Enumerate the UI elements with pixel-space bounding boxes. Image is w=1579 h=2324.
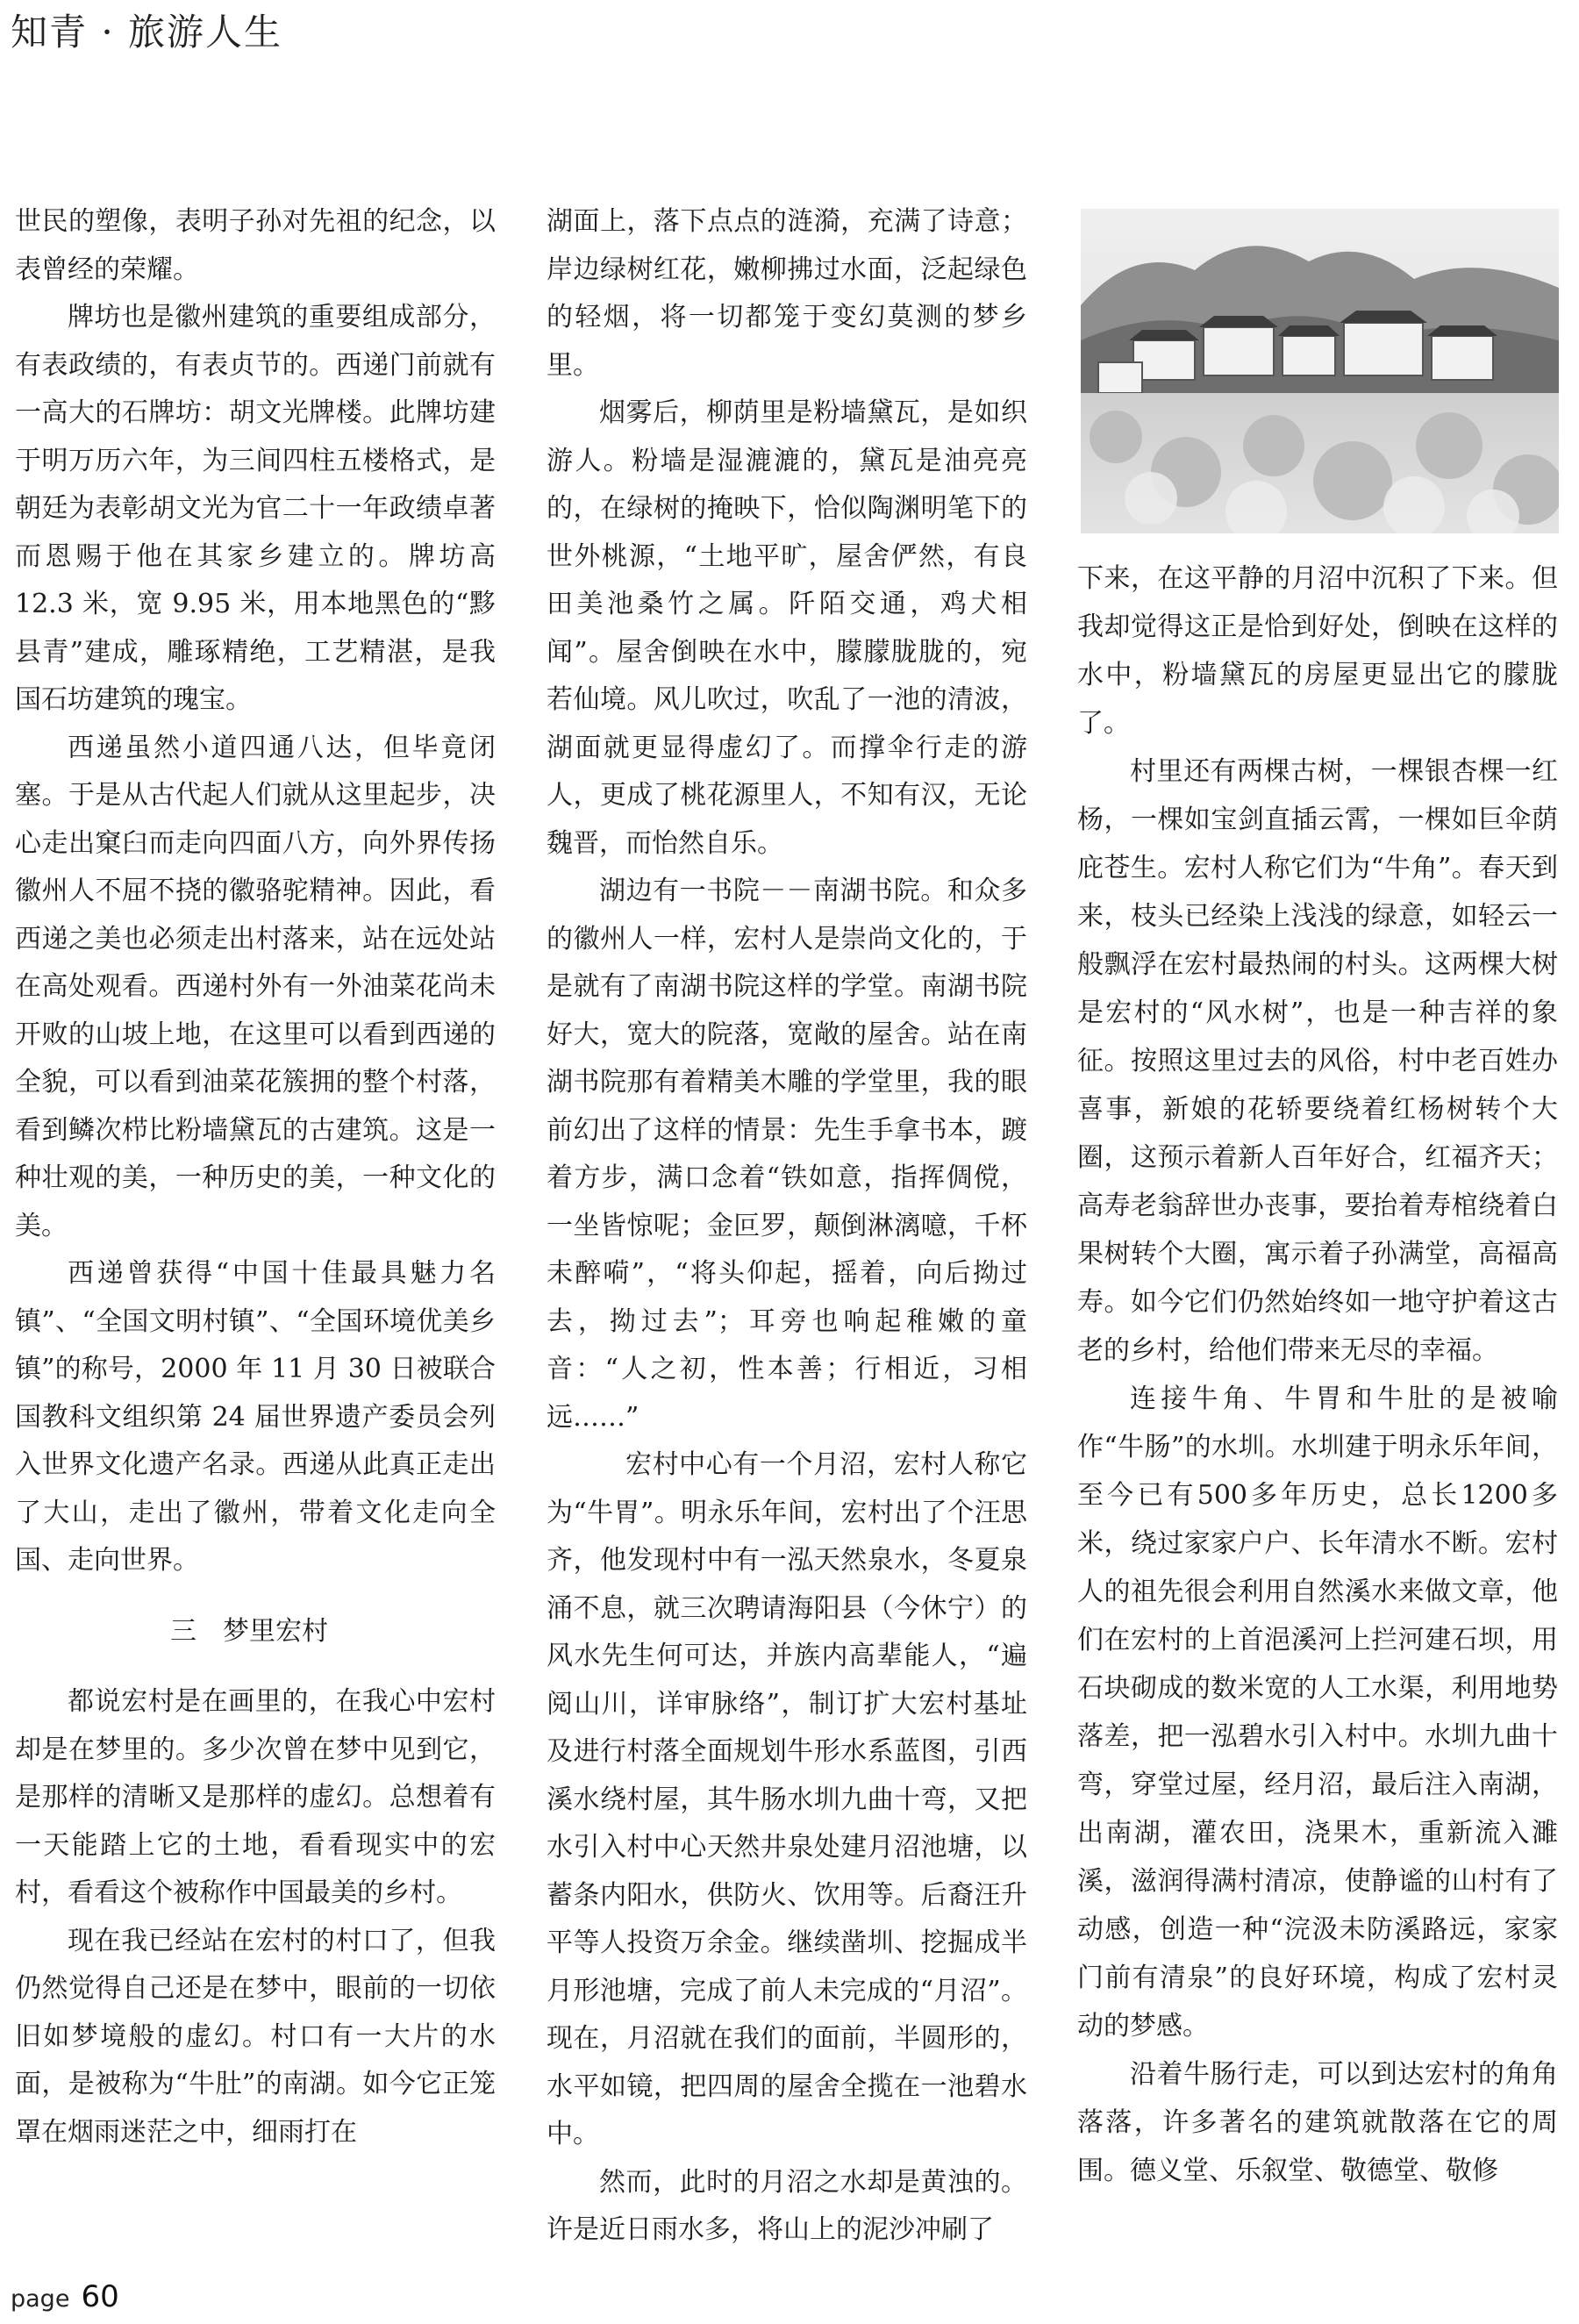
paragraph: 西递虽然小道四通八达，但毕竟闭塞。于是从古代起人们就从这里起步，决心走出窠臼而走向四面八方，向外界传扬徽州人不屈不挠的徽骆驼精神。因此，看西递之美也必须走出村落来，站在远处站在高处观看。西递村外有一外油菜花尚未开败的山坡上地，在这里可以看到西递的全貌，可以看到油菜花簇拥的整个村落，看到鳞次栉比粉墙黛瓦的古建筑。这是一种壮观的美，一种历史的美，一种文化的美。 [15, 732, 496, 1241]
paragraph: 宏村中心有一个月沼，宏村人称它为“牛胃”。明永乐年间，宏村出了个汪思齐，他发现村中有一泓天然泉水，冬夏泉涌不息，就三次聘请海阳县（今休宁）的风水先生何可达，并族内高辈能人，“遍阅山川，详审脉络”，制订扩大宏村基址及进行村落全面规划牛形水系蓝图，引西溪水绕村屋，其牛肠水圳九曲十弯，又把水引入村中心天然井泉处建月沼池塘，以蓄条内阳水，供防火、饮用等。后裔汪升平等人投资万余金。继续凿圳、挖掘成半月形池塘，完成了前人未完成的“月沼”。现在，月沼就在我们的面前，半圆形的，水平如镜，把四周的屋舍全揽在一池碧水中。 [547, 1449, 1027, 2149]
paragraph: 都说宏村是在画里的，在我心中宏村却是在梦里的。多少次曾在梦中见到它，是那样的清晰又是那样的虚幻。总想着有一天能踏上它的土地，看看现实中的宏村，看看这个被称作中国最美的乡村。 [15, 1686, 496, 1908]
paragraph: 沿着牛肠行走，可以到达宏村的角角落落，许多著名的建筑就散落在它的周围。德义堂、乐叙堂、敬德堂、敬修 [1077, 2059, 1558, 2186]
page-label: page [11, 2285, 70, 2313]
paragraph: 湖面上，落下点点的涟漪，充满了诗意；岸边绿树红花，嫩柳拂过水面，泛起绿色的轻烟，将一切都笼于变幻莫测的梦乡里。 [547, 206, 1027, 381]
paragraph: 下来，在这平静的月沼中沉积了下来。但我却觉得这正是恰到好处，倒映在这样的水中，粉墙黛瓦的房屋更显出它的朦胧了。 [1077, 563, 1558, 739]
paragraph: 西递曾获得“中国十佳最具魅力名镇”、“全国文明村镇”、“全国环境优美乡镇”的称号，2000 年 11 月 30 日被联合国教科文组织第 24 届世界遗产委员会列入世界文化遗产名录。西递从此真正走出了大山，走出了徽州，带着文化走向全国、走向世界。 [15, 1258, 496, 1576]
page-footer [11, 2279, 119, 2314]
paragraph: 牌坊也是徽州建筑的重要组成部分，有表政绩的，有表贞节的。西递门前就有一高大的石牌坊：胡文光牌楼。此牌坊建于明万历六年，为三间四柱五楼格式，是朝廷为表彰胡文光为官二十一年政绩卓著而恩赐于他在其家乡建立的。牌坊高 12.3 米，宽 9.95 米，用本地黑色的“黟县青”建成，雕琢精绝，工艺精湛，是我国石坊建筑的瑰宝。 [15, 302, 496, 715]
paragraph: 世民的塑像，表明子孙对先祖的纪念，以表曾经的荣耀。 [15, 206, 496, 285]
article-column-2 [547, 198, 1027, 2255]
article-column-1 [15, 198, 496, 2156]
paragraph: 连接牛角、牛胃和牛肚的是被喻作“牛肠”的水圳。水圳建于明永乐年间，至今已有500多年历史，总长1200多米，绕过家家户户、长年清水不断。宏村人的祖先很会利用自然溪水来做文章，他们在宏村的上首浥溪河上拦河建石坝，用石块砌成的数米宽的人工水渠，利用地势落差，把一泓碧水引入村中。水圳九曲十弯，穿堂过屋，经月沼，最后注入南湖，出南湖，灌农田，浇果木，重新流入濉溪，滋润得满村清凉，使静谧的山村有了动感，创造一种“浣汲未防溪路远，家家门前有清泉”的良好环境，构成了宏村灵动的梦感。 [1077, 1384, 1558, 2042]
section-heading: 三 梦里宏村 [170, 1615, 328, 1647]
paragraph: 村里还有两棵古树，一棵银杏棵一红杨，一棵如宝剑直插云霄，一棵如巨伞荫庇苍生。宏村人称它们为“牛角”。春天到来，枝头已经染上浅浅的绿意，如轻云一般飘浮在宏村最热闹的村头。这两棵大树是宏村的“风水树”，也是一种吉祥的象征。按照这里过去的风俗，村中老百姓办喜事，新娘的花轿要绕着红杨树转个大圈，这预示着新人百年好合，红福齐天；高寿老翁辞世办丧事，要抬着寿棺绕着白果树转个大圈，寓示着子孙满堂，高福高寿。如今它们仍然始终如一地守护着这古老的乡村，给他们带来无尽的幸福。 [1077, 756, 1558, 1366]
paragraph: 然而，此时的月沼之水却是黄浊的。许是近日雨水多，将山上的泥沙冲刷了 [547, 2166, 1027, 2245]
paragraph: 湖边有一书院－－南湖书院。和众多的徽州人一样，宏村人是崇尚文化的，于是就有了南湖书院这样的学堂。南湖书院好大，宽大的院落，宽敞的屋舍。站在南湖书院那有着精美木雕的学堂里，我的眼前幻出了这样的情景：先生手拿书本，踱着方步，满口念着“铁如意，指挥倜傥，一坐皆惊呢；金叵罗，颠倒淋漓噫，千杯未醉嗬”，“将头仰起，摇着，向后拗过去，拗过去”；耳旁也响起稚嫩的童音：“人之初，性本善；行相近，习相远……” [547, 876, 1027, 1433]
page-number: 60 [81, 2279, 119, 2314]
village-photo [1081, 209, 1559, 533]
paragraph: 烟雾后，柳荫里是粉墙黛瓦，是如织游人。粉墙是湿漉漉的，黛瓦是油亮亮的，在绿树的掩映下，恰似陶渊明笔下的世外桃源，“土地平旷，屋舍俨然，有良田美池桑竹之属。阡陌交通，鸡犬相闻”。屋舍倒映在水中，朦朦胧胧的，宛若仙境。风儿吹过，吹乱了一池的清波，湖面就更显得虚幻了。而撑伞行走的游人，更成了桃花源里人，不知有汉，无论魏晋，而怡然自乐。 [547, 397, 1027, 859]
paragraph: 现在我已经站在宏村的村口了，但我仍然觉得自己还是在梦中，眼前的一切依旧如梦境般的虚幻。村口有一大片的水面，是被称为“牛肚”的南湖。如今它正笼罩在烟雨迷茫之中，细雨打在 [15, 1925, 496, 2148]
page-header-title: 知青 · 旅游人生 [11, 11, 283, 54]
article-column-3 [1077, 554, 1558, 2195]
